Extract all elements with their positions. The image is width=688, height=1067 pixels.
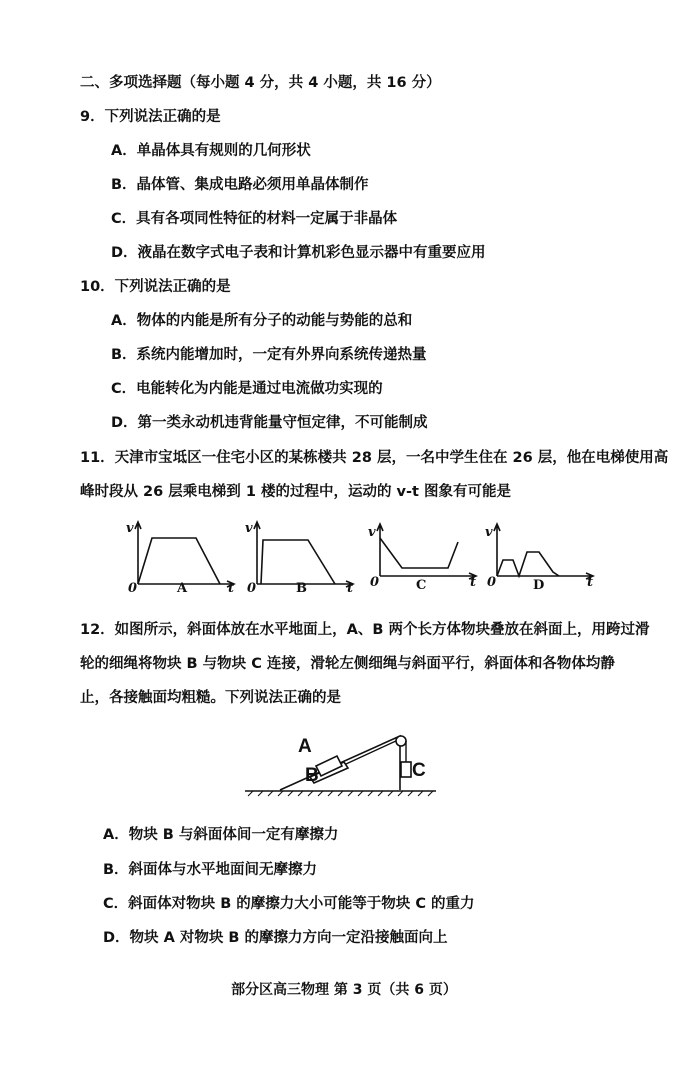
q12-option-c: C．斜面体对物块 B 的摩擦力大小可能等于物块 C 的重力 [103, 896, 475, 912]
origin-label: 0 [247, 581, 257, 596]
horizontal-axis [380, 573, 476, 579]
q12-stem-line3: 止，各接触面均粗糙。下列说法正确的是 [80, 690, 341, 706]
q10-option-a: A．物体的内能是所有分子的动能与势能的总和 [111, 313, 413, 329]
vt-graph-d [483, 522, 598, 597]
q12-option-b: B．斜面体与水平地面间无摩擦力 [103, 862, 318, 878]
graph-label: B [296, 581, 307, 596]
page-footer: 部分区高三物理 第 3 页（共 6 页） [231, 982, 457, 998]
q10-option-c: C．电能转化为内能是通过电流做功实现的 [111, 381, 383, 397]
block-c [401, 762, 411, 777]
origin-label: 0 [370, 575, 380, 590]
horizontal-axis [497, 573, 593, 579]
vt-graph-c [366, 522, 481, 597]
label-b: B [305, 765, 319, 786]
graph-label: D [533, 578, 545, 593]
q9-option-c: C．具有各项同性特征的材料一定属于非晶体 [111, 211, 398, 227]
q10-stem: 10．下列说法正确的是 [80, 279, 231, 295]
vertical-axis [254, 522, 260, 584]
velocity-curve [261, 540, 335, 584]
t-label: t [587, 575, 594, 590]
v-label: v [126, 521, 134, 536]
origin-label: 0 [487, 575, 497, 590]
q12-option-d: D．物块 A 对物块 B 的摩擦力方向一定沿接触面向上 [103, 930, 448, 946]
section-title: 二、多项选择题（每小题 4 分，共 4 小题，共 16 分） [80, 75, 441, 91]
vt-graph-b [243, 520, 358, 595]
q9-option-a: A．单晶体具有规则的几何形状 [111, 143, 311, 159]
v-label: v [368, 525, 376, 540]
rope [346, 740, 398, 764]
vertical-axis [377, 524, 383, 576]
q9-stem: 9．下列说法正确的是 [80, 109, 221, 125]
q11-stem-line1: 11．天津市宝坻区一住宅小区的某栋楼共 28 层，一名中学生住在 26 层，他在电梯使用高 [80, 450, 669, 466]
q12-option-a: A．物块 B 与斜面体间一定有摩擦力 [103, 827, 339, 843]
graph-label: C [416, 578, 427, 593]
t-label: t [347, 581, 354, 596]
q9-option-d: D．液晶在数字式电子表和计算机彩色显示器中有重要应用 [111, 245, 486, 261]
label-c: C [412, 760, 426, 781]
velocity-curve [497, 552, 559, 576]
t-label: t [228, 581, 235, 596]
velocity-curve [380, 538, 458, 568]
t-label: t [470, 575, 477, 590]
q12-stem-line2: 轮的细绳将物块 B 与物块 C 连接，滑轮左侧细绳与斜面平行，斜面体和各物体均静 [80, 656, 615, 672]
q12-stem-line1: 12．如图所示，斜面体放在水平地面上，A、B 两个长方体物块叠放在斜面上，用跨过滑 [80, 622, 650, 638]
incline-figure [240, 728, 440, 800]
v-label: v [245, 521, 253, 536]
vt-graph-a [124, 520, 239, 595]
v-label: v [485, 525, 493, 540]
graph-label: A [177, 581, 188, 596]
origin-label: 0 [128, 581, 138, 596]
q11-stem-line2: 峰时段从 26 层乘电梯到 1 楼的过程中，运动的 v-t 图象有可能是 [80, 484, 511, 500]
label-a: A [298, 736, 312, 757]
pulley [396, 736, 406, 746]
q10-option-d: D．第一类永动机违背能量守恒定律，不可能制成 [111, 415, 428, 431]
q10-option-b: B．系统内能增加时，一定有外界向系统传递热量 [111, 347, 427, 363]
velocity-curve [138, 538, 220, 584]
q9-option-b: B．晶体管、集成电路必须用单晶体制作 [111, 177, 369, 193]
